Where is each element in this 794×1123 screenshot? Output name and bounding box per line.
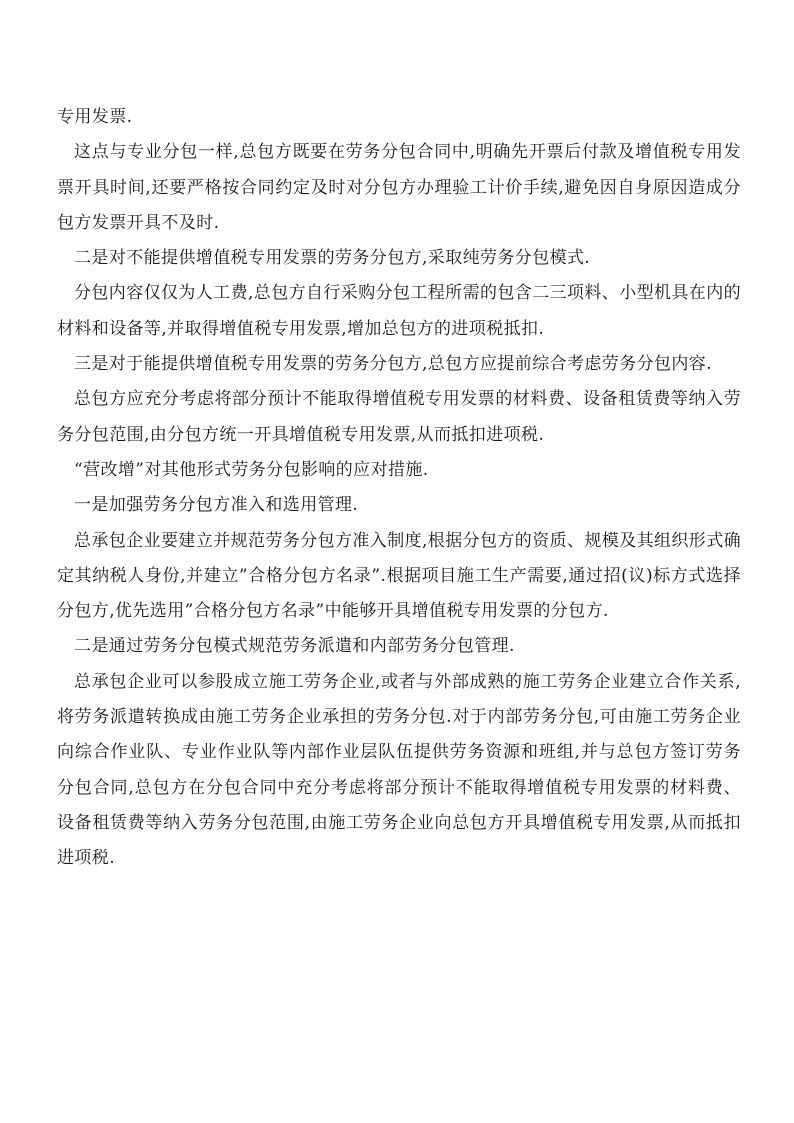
paragraph-8: 一是加强劳务分包方准入和选用管理.	[74, 495, 359, 516]
paragraph-9: 总承包企业要建立并规范劳务分包方准入制度,根据分包方的资质、规模及其组织形式确定其纳税人身份,并建立”合格分包方名录”.根据项目施工生产需要,通过招(议)标方式选择分包方,优先选用”合格分包方名录”中能够开具增值税专用发票的分包方.	[57, 530, 742, 622]
paragraph-1: 专用发票.	[57, 107, 133, 127]
paragraph-2: 这点与专业分包一样,总包方既要在劳务分包合同中,明确先开票后付款及增值税专用发票开具时间,还要严格按合同约定及时对分包方办理验工计价手续,避免因自身原因造成分包方发票开具不及时.	[57, 142, 741, 233]
paragraph-10: 二是通过劳务分包模式规范劳务派遣和内部劳务分包管理.	[74, 636, 515, 657]
document-body	[57, 100, 741, 877]
paragraph-7: “营改增”对其他形式劳务分包影响的应对措施.	[74, 459, 429, 480]
paragraph-3: 二是对不能提供增值税专用发票的劳务分包方,采取纯劳务分包模式.	[74, 248, 591, 269]
paragraph-5: 三是对于能提供增值税专用发票的劳务分包方,总包方应提前综合考虑劳务分包内容.	[74, 354, 713, 375]
paragraph-4: 分包内容仅仅为人工费,总包方自行采购分包工程所需的包含二三项料、小型机具在内的材料和设备等,并取得增值税专用发票,增加总包方的进项税抵扣.	[57, 283, 742, 339]
paragraph-11: 总承包企业可以参股成立施工劳务企业,或者与外部成熟的施工劳务企业建立合作关系,将劳务派遣转换成由施工劳务企业承担的劳务分包.对于内部劳务分包,可由施工劳务企业向综合作业队、专业作业队等内部作业层队伍提供劳务资源和班组,并与总包方签订劳务分包合同,总包方在分包合同中充分考虑将部分预计不能取得增值税专用发票的材料费、设备租赁费等纳入劳务分包范围,由施工劳务企业向总包方开具增值税专用发票,从而抵扣进项税.	[57, 671, 741, 869]
paragraph-6: 总包方应充分考虑将部分预计不能取得增值税专用发票的材料费、设备租赁费等纳入劳务分包范围,由分包方统一开具增值税专用发票,从而抵扣进项税.	[57, 389, 741, 445]
